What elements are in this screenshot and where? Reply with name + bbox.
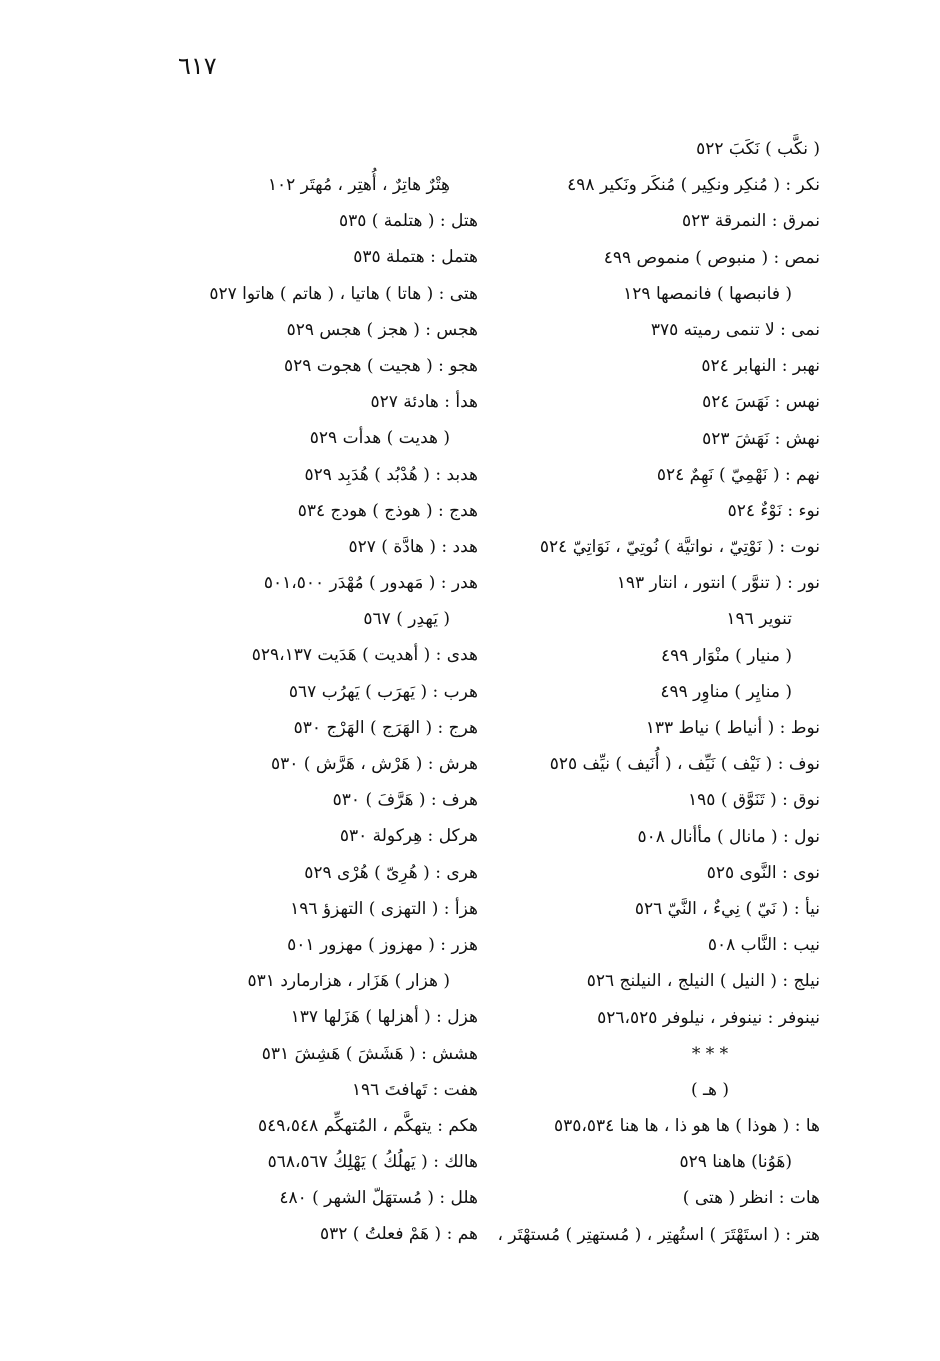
index-entry: نيب : النَّاب ٥٠٨ xyxy=(707,935,820,956)
index-entry: هدى : ( أهديت ) هَدَيت ٥٢٩،١٣٧ xyxy=(251,645,478,666)
index-entry: هجس : ( هجز ) هجس ٥٢٩ xyxy=(286,319,478,340)
index-entry: ( منيار ) منْوَار ٤٩٩ xyxy=(661,645,792,666)
index-entry: نوق : ( تَنَوَّق ) ١٩٥ xyxy=(688,790,820,811)
index-entry: هجو : ( هجيت ) هجوت ٥٢٩ xyxy=(283,355,478,376)
index-entry: نور : ( تنوَّر ) انتور ، انتار ١٩٣ xyxy=(616,573,820,594)
index-entry: نمرق : النمرقة ٥٢٣ xyxy=(682,211,820,232)
index-entry: نوت : ( نَوْتِيّ ، نواتيَّة ) نُوتِيّ ، نَوَاتِيّ ٥٢٤ xyxy=(539,537,820,558)
index-entry: نمى : لا تنمى رميته ٣٧٥ xyxy=(650,319,820,340)
index-entry: هزر : ( مهزوز ) مهزور ٥٠١ xyxy=(287,934,478,955)
index-entry: نينوفر : نينوفر ، نيلوفر ٥٢٦،٥٢٥ xyxy=(597,1007,820,1028)
index-entry: هتر : ( استَهْتَرَ ) استُهتِر ، ( مُستهتِر ) مُستهْتَر ، xyxy=(497,1224,820,1245)
index-entry: ( يَهدِر ) ٥٦٧ xyxy=(363,609,450,630)
section-marker: ( هـ ) xyxy=(690,1079,730,1100)
index-entry: هدد : ( هادَّة ) ٥٢٧ xyxy=(348,536,478,557)
index-entry: نيلج : ( النيل ) النيلج ، النيلنج ٥٢٦ xyxy=(586,971,820,992)
index-entry: هتى : ( هاتا ) هاتيا ، ( هاتم ) هاتوا ٥٢٧ xyxy=(209,283,478,304)
index-entry: هشش : ( هَشَشَ ) هَشِشَ ٥٣١ xyxy=(261,1043,478,1064)
index-entry: هزأ : ( التهزى ) التهزؤ ١٩٦ xyxy=(290,898,478,919)
index-entry: ( منايِر ) مناوِر ٤٩٩ xyxy=(660,681,792,702)
index-entry: هرش : ( هَرْش ، هَرَّش ) ٥٣٠ xyxy=(270,754,478,774)
index-entry: هدبد : ( هُدْبُد ) هُدَبِد ٥٢٩ xyxy=(304,464,478,485)
index-entry: هم : ( هَمْ فعلتُ ) ٥٣٢ xyxy=(319,1224,478,1245)
index-entry: تنوير ١٩٦ xyxy=(726,609,792,630)
index-entry: (هَوُنا) هاهنا ٥٢٩ xyxy=(679,1152,792,1173)
index-entry: ( هديت ) هدأت ٥٢٩ xyxy=(309,428,450,449)
index-entry: هفت : تَهافتَ ١٩٦ xyxy=(351,1079,478,1100)
index-entry: نهس : نَهَسَ ٥٢٤ xyxy=(702,392,820,413)
section-marker: * * * xyxy=(691,1043,729,1064)
index-entry: هالك : ( يَهلُكُ ) يَهْلِكُ ٥٦٨،٥٦٧ xyxy=(267,1152,478,1173)
index-entry: هكم : يتهكَّم ، المُتهكِّم ٥٤٩،٥٤٨ xyxy=(258,1115,478,1136)
index-entry: هِتْرٌ هاتِرٌ ، أُهتِر ، مُهتَر ١٠٢ xyxy=(267,175,450,195)
index-entry: نوء : نَوْءٌ ٥٢٤ xyxy=(727,500,820,521)
index-entry: نكر : ( مُنكِر ونكِير ) مُنكَر ونَكير ٤٩٨ xyxy=(567,175,820,196)
index-entry: نهش : نَهَشَ ٥٢٣ xyxy=(702,428,820,449)
index-entry: هزل : ( أهزلها ) هَزَلها ١٣٧ xyxy=(290,1007,478,1028)
index-entry: ( نكَّب ) نَكَبَ ٥٢٢ xyxy=(696,139,820,159)
index-entry: ها : ( هوذا ) ها هو ذا ، ها هنا ٥٣٥،٥٣٤ xyxy=(554,1116,820,1137)
index-entry: نهم : ( نَهْمِيّ ) نَهِمٌ ٥٢٤ xyxy=(656,464,820,485)
index-entry: هدأ : هادئة ٥٢٧ xyxy=(370,392,478,413)
index-entry: هات : انظر ( هتى ) xyxy=(682,1188,820,1209)
index-entry: هرف : ( هَرَّفَ ) ٥٣٠ xyxy=(332,790,478,811)
index-column-left xyxy=(138,167,478,1253)
index-entry: هلل : ( مُستهَلّ الشهر ) ٤٨٠ xyxy=(279,1188,478,1209)
page-number: ٦١٧ xyxy=(178,52,217,80)
index-entry: نهبر : النهابر ٥٢٤ xyxy=(701,356,820,377)
index-entry: هرى : ( هُرِىّ ) هُرْى ٥٢٩ xyxy=(304,862,478,883)
index-entry: ( هزار ) هَزَار ، هزارمارد ٥٣١ xyxy=(247,971,450,992)
index-entry: نمص : ( منبوص ) منموص ٤٩٩ xyxy=(603,247,820,268)
index-entry: ( فانبصها ) فانمصها ١٢٩ xyxy=(623,283,792,304)
index-entry: نول : ( مانال ) مأأنال ٥٠٨ xyxy=(637,826,820,847)
index-entry: هدر : ( مَهدور ) مُهْدَر ٥٠١،٥٠٠ xyxy=(263,573,478,594)
index-column-right xyxy=(460,131,820,1253)
index-entry: هرج : ( الهَرَج ) الهَرْج ٥٣٠ xyxy=(293,717,478,738)
index-entry: هرب : ( يَهرَب ) يَهرُب ٥٦٧ xyxy=(288,681,478,702)
index-entry: نوط : ( أنياط ) نياط ١٣٣ xyxy=(645,718,820,738)
index-entry: نيأ : ( نَيّ ) نِيءٌ ، النَّيّ ٥٢٦ xyxy=(634,898,820,919)
index-entry: هدج : ( هوذج ) هودج ٥٣٤ xyxy=(297,500,478,521)
index-entry: هتمل : هتملة ٥٣٥ xyxy=(353,247,478,268)
index-entry: هتل : ( هتلمة ) ٥٣٥ xyxy=(338,211,478,232)
index-entry: هركل : هِركولة ٥٣٠ xyxy=(339,826,478,847)
index-entry: نوى : النَّوى ٥٢٥ xyxy=(706,862,820,883)
index-entry: نوف : ( نَيْف ) نَيِّف ، ( أُنَيف ) نيِّف ٥٢٥ xyxy=(549,754,820,775)
